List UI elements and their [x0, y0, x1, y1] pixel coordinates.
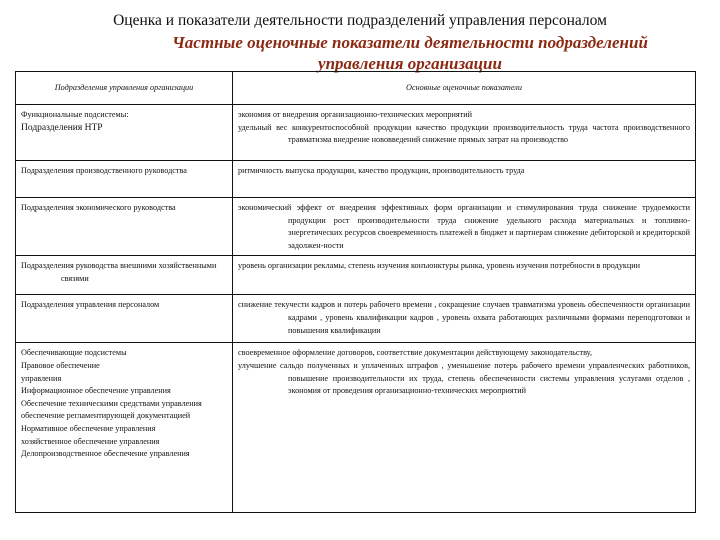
table-row [16, 256, 696, 295]
table-row [16, 295, 696, 343]
indicators-table [15, 71, 696, 513]
department-line: Подразделения управления персоналом [21, 300, 160, 310]
department-line: Подразделения НТР [21, 122, 103, 133]
indicators-cell [233, 198, 696, 256]
department-line: Нормативное обеспечение управления [21, 423, 156, 433]
indicators-cell [233, 295, 696, 343]
slide-subtitle: Частные оценочные показатели деятельности подразделений управления организации [172, 33, 648, 73]
indicator-line: улучшение сальдо полученных и уплаченных штрафов , уменьшение потерь рабочего времени управленческих работников, повышение производительности их труда, степень обеспеченности системы управления услугами отделов , экономия от проведения организационно-технических мероприятий [238, 360, 690, 396]
table-row [16, 343, 696, 513]
table-row [16, 161, 696, 198]
table-header-row [16, 72, 696, 105]
department-line: Обеспечивающие подсистемы [21, 348, 127, 358]
department-line: управления [21, 373, 62, 383]
department-cell [16, 161, 233, 198]
indicators-cell [233, 161, 696, 198]
indicator-line: удельный вес конкурентоспособной продукции качество продукции производительность труда частота производственного травматизма внедрение нововведений снижение прямых затрат на производство [238, 122, 690, 145]
department-cell [16, 256, 233, 295]
department-cell [16, 105, 233, 161]
indicator-line: экономический эффект от внедрения эффективных форм организации и стимулирования труда снижение трудоемкости продукции рост производительности труда снижение удельного расхода материальных и топливно-энергетических ресурсов своевременность платежей в бюджет и партнерам снижение дебиторской и кредиторской задолжен-ности [238, 203, 690, 250]
department-cell [16, 343, 233, 513]
indicators-cell [233, 256, 696, 295]
department-line: Функциональные подсистемы: [21, 110, 129, 119]
indicators-cell [233, 105, 696, 161]
department-cell [16, 295, 233, 343]
department-line: Информационное обеспечение управления [21, 386, 171, 396]
indicators-cell [233, 343, 696, 513]
department-line: Подразделения экономического руководства [21, 203, 176, 212]
indicator-line: ритмичность выпуска продукции, качество продукции, производительность труда [238, 166, 525, 175]
indicator-line: экономия от внедрения организационно-технических мероприятий [238, 110, 472, 119]
department-line: Обеспечение техническими средствами управления [21, 398, 202, 408]
header-indicators: Основные оценочные показатели [233, 72, 696, 105]
table-row [16, 105, 696, 161]
department-line: Правовое обеспечение [21, 360, 100, 370]
department-line: Подразделения производственного руководства [21, 166, 187, 175]
indicator-line: уровень организации рекламы, степень изучения конъюнктуры рынка, уровень изучения потребности в продукции [238, 261, 641, 271]
department-line: Делопроизводственное обеспечение управления [21, 449, 190, 459]
header-departments: Подразделения управления организации [16, 72, 233, 105]
table-row [16, 198, 696, 256]
department-cell [16, 198, 233, 256]
department-line: хозяйственное обеспечение управления [21, 436, 160, 446]
indicator-line: снижение текучести кадров и потерь рабочего времени , сокращение случаев травматизма уровень обеспеченности организации кадрами , уровень квалификации кадров , уровень охвата работающих различными формами переподготовки и повышения квалификации [238, 300, 690, 335]
department-line: Подразделения руководства внешними хозяйственными связями [21, 261, 217, 283]
slide-title: Оценка и показатели деятельности подразделений управления персоналом [113, 12, 607, 29]
department-line: обеспечение регламентирующей документацией [21, 411, 191, 421]
indicator-line: своевременное оформление договоров, соответствие документации действующему законодательству, [238, 348, 593, 358]
